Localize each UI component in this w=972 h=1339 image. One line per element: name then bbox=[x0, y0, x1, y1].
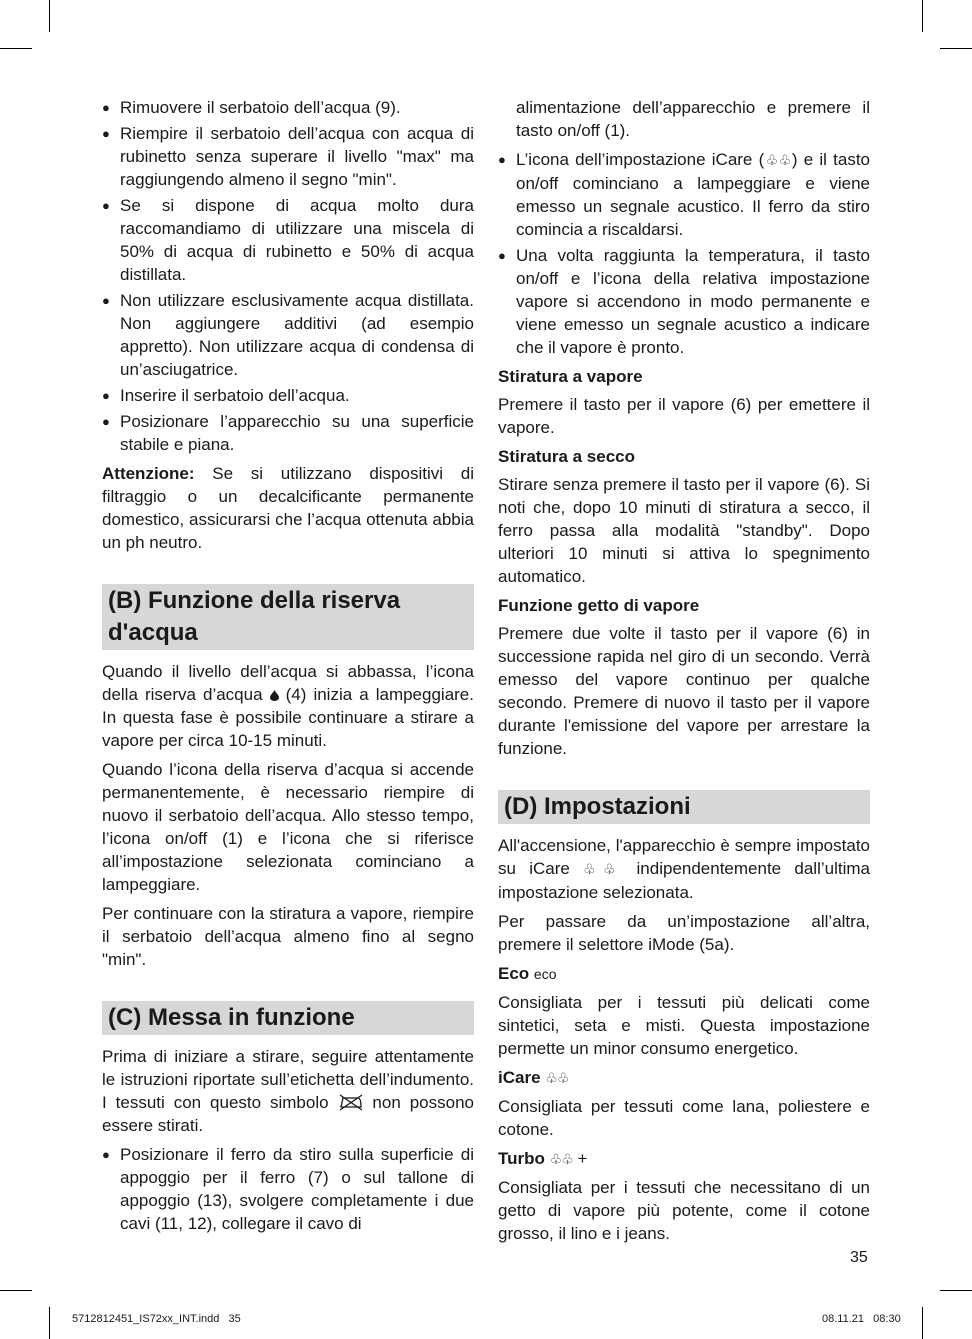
section-heading-c: (C) Messa in funzione bbox=[102, 1001, 474, 1035]
list-item: ● Se si dispone di acqua molto dura raccomandiamo di utilizzare una miscela di 50% di acqua di rubinetto e 50% di acqua distillata. bbox=[102, 194, 474, 286]
list-item bbox=[498, 148, 870, 241]
section-b-paragraph bbox=[102, 660, 474, 752]
steam-level-icon: ♧♧ bbox=[549, 1151, 573, 1167]
section-b-paragraph: Per continuare con la stiratura a vapore, riempire il serbatoio dell’acqua almeno fino al segno "min". bbox=[102, 904, 474, 969]
subheading-eco bbox=[498, 962, 870, 986]
no-iron-symbol-icon bbox=[338, 1093, 364, 1111]
list-item: ● Posizionare l’apparecchio su una superficie stabile e piana. bbox=[102, 410, 474, 456]
list-item: ● Posizionare il ferro da stiro sulla superficie di appoggio per il ferro (7) o sul tallone di appoggio (13), svolgere completamente i due cavi (11, 12), collegare il cavo di bbox=[102, 1143, 474, 1235]
eco-paragraph: Consigliata per i tessuti più delicati come sintetici, seta e misti. Questa impostazione permette un minor consumo energetico. bbox=[498, 993, 870, 1058]
steam-level-icon: ♧♧ bbox=[583, 861, 624, 877]
list-item-text: ) e il tasto on/off cominciano a lampeggiare e viene emesso un segnale acustico. Il ferro da stiro comincia a riscaldarsi. bbox=[516, 150, 871, 239]
turbo-paragraph: Consigliata per i tessuti che necessitano di un getto di vapore più potente, come il cotone grosso, il lino e i jeans. bbox=[498, 1178, 870, 1243]
section-b-text: Quando il livello dell’acqua si abbassa, l’icona della riserva d’acqua bbox=[102, 662, 474, 704]
steam-level-icon: ♧♧ bbox=[545, 1070, 569, 1086]
crop-mark bbox=[49, 0, 50, 32]
icare-title: iCare bbox=[498, 1068, 541, 1087]
list-item-text: L’icona dell’impostazione iCare ( bbox=[516, 150, 765, 169]
steam-level-icon: ♧♧ bbox=[764, 152, 792, 168]
crop-mark bbox=[0, 1290, 32, 1291]
left-column bbox=[102, 96, 474, 1241]
footer-file-info: 5712812451_IS72xx_INT.indd 35 bbox=[72, 1313, 241, 1325]
section-c-text: non possono essere stirati. bbox=[102, 1093, 474, 1135]
crop-mark bbox=[922, 1307, 923, 1339]
icare-paragraph: Consigliata per tessuti come lana, poliestere e cotone. bbox=[498, 1097, 870, 1139]
section-d-paragraph bbox=[498, 834, 870, 904]
list-item: ● Non utilizzare esclusivamente acqua distillata. Non aggiungere additivi (ad esempio appretto). Non utilizzare acqua di condensa di un’asciugatrice. bbox=[102, 289, 474, 381]
attention-paragraph bbox=[102, 462, 474, 554]
section-heading-b: (B) Funzione della riserva d'acqua bbox=[102, 584, 474, 650]
steam-paragraph: Premere il tasto per il vapore (6) per emettere il vapore. bbox=[498, 395, 870, 437]
list-item: ● Inserire il serbatoio dell’acqua. bbox=[102, 384, 474, 407]
subheading-dry: Stiratura a secco bbox=[498, 447, 636, 466]
attention-text: Se si utilizzano dispositivi di filtraggio o un decalcificante permanente domestico, assicurarsi che l’acqua ottenuta abbia un ph neutro. bbox=[102, 464, 474, 552]
list-item: ● Rimuovere il serbatoio dell’acqua (9). bbox=[102, 96, 474, 119]
section-b-paragraph: Quando l’icona della riserva d’acqua si accende permanentemente, è necessario riempire di nuovo il serbatoio dell’acqua. Allo stesso tempo, l’icona on/off (1) e l’icona che si riferisce all’impostazione selezionata cominciano a lampeggiare. bbox=[102, 760, 474, 894]
eco-title: Eco bbox=[498, 964, 530, 983]
crop-mark bbox=[922, 0, 923, 32]
section-c-bullet-list bbox=[102, 1143, 474, 1235]
water-drop-icon bbox=[270, 690, 279, 701]
section-b-text: (4) inizia a lampeggiare. In questa fase è possibile continuare a stirare a vapore per circa 10-15 minuti. bbox=[102, 685, 474, 750]
footer-datetime: 08.11.21 08:30 bbox=[822, 1313, 901, 1325]
continuation-paragraph: alimentazione dell’apparecchio e premere il tasto on/off (1). bbox=[516, 98, 870, 140]
subheading-icare bbox=[498, 1066, 870, 1090]
turbo-title: Turbo bbox=[498, 1149, 545, 1168]
intro-bullet-list bbox=[102, 96, 474, 456]
section-d-text: indipendentemente dall’ultima impostazione selezionata. bbox=[498, 859, 870, 902]
section-d-paragraph: Per passare da un’impostazione all’altra, premere il selettore iMode (5a). bbox=[498, 912, 870, 954]
crop-mark bbox=[49, 1307, 50, 1339]
shot-paragraph: Premere due volte il tasto per il vapore (6) in successione rapida nel giro di un secondo. Verrà emesso del vapore continuo per qualche secondo. Premere di nuovo il tasto per il vapore durante l'emissione del vapore per arrestare la funzione. bbox=[498, 624, 870, 758]
right-bullet-list bbox=[498, 148, 870, 359]
attention-label: Attenzione: bbox=[102, 464, 195, 483]
subheading-turbo bbox=[498, 1147, 870, 1171]
list-item: ● Una volta raggiunta la temperatura, il tasto on/off e l’icona della relativa impostazione vapore si accendono in modo permanente e viene emesso un segnale acustico a indicare che il vapore è pronto. bbox=[498, 244, 870, 359]
plus-icon: + bbox=[577, 1149, 588, 1168]
subheading-shot: Funzione getto di vapore bbox=[498, 596, 700, 615]
crop-mark bbox=[940, 1290, 972, 1291]
list-item: ● Riempire il serbatoio dell’acqua con acqua di rubinetto senza superare il livello "max" ma raggiungendo almeno il segno "min". bbox=[102, 122, 474, 191]
page-number: 35 bbox=[850, 1249, 868, 1266]
right-column bbox=[498, 96, 870, 1251]
eco-icon: eco bbox=[533, 966, 557, 982]
section-heading-d: (D) Impostazioni bbox=[498, 790, 870, 824]
section-c-paragraph bbox=[102, 1045, 474, 1137]
dry-paragraph: Stirare senza premere il tasto per il vapore (6). Si noti che, dopo 10 minuti di stiratura a secco, il ferro passa alla modalità "standby". Dopo ulteriori 10 minuti si attiva lo spegnimento automatico. bbox=[498, 475, 870, 586]
section-d-text: All'accensione, l'apparecchio è sempre impostato su iCare bbox=[498, 836, 870, 878]
subheading-steam: Stiratura a vapore bbox=[498, 367, 643, 386]
crop-mark bbox=[0, 48, 32, 49]
section-c-text: Prima di iniziare a stirare, seguire attentamente le istruzioni riportate sull’etichetta dell’indumento. I tessuti con questo simbolo bbox=[102, 1047, 474, 1112]
crop-mark bbox=[940, 48, 972, 49]
